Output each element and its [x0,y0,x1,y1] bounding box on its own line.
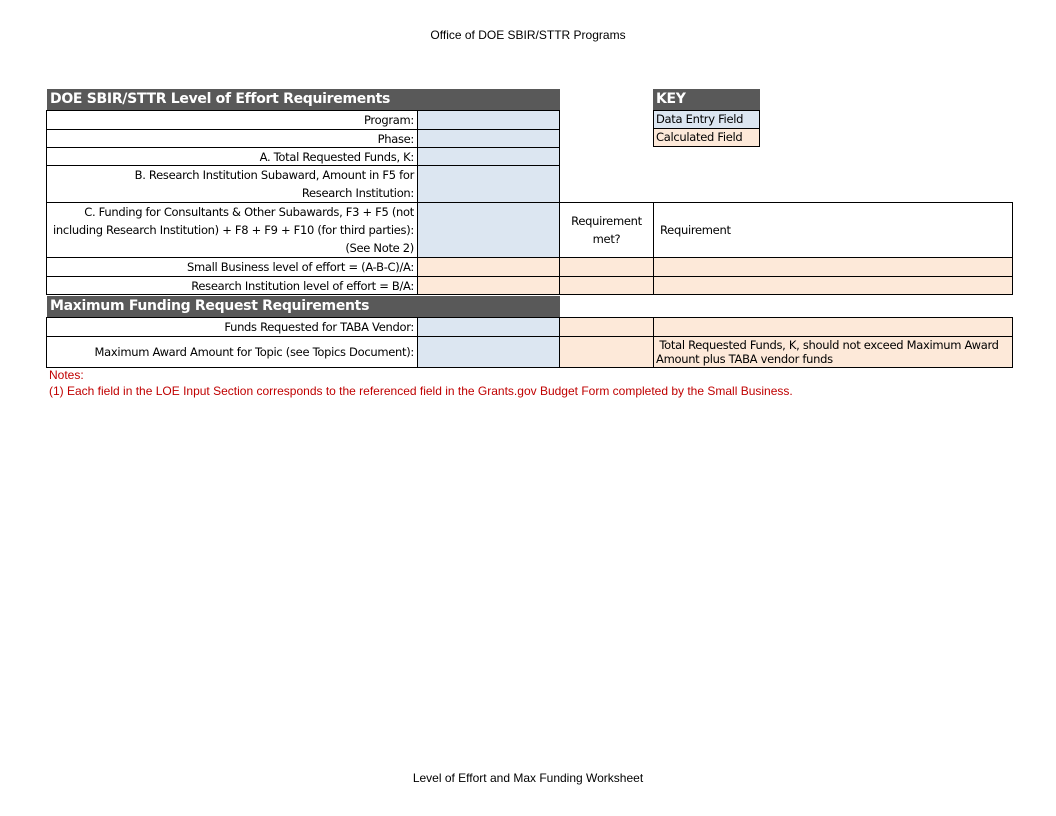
page-footer: Level of Effort and Max Funding Worksheet [412,771,644,785]
program-input[interactable] [417,110,560,130]
note-1: (1) Each field in the LOE Input Section corresponds to the referenced field in the Grants.gov Budget Form completed by the Small Business. [49,384,793,398]
requirement-met-header: Requirement met? [559,202,654,258]
taba-requirement [653,317,1013,337]
notes-label: Notes: [49,368,84,382]
taba-label: Funds Requested for TABA Vendor: [46,317,418,337]
max-award-label: Maximum Award Amount for Topic (see Topics Document): [46,336,418,368]
max-award-input[interactable] [417,336,560,368]
small-business-loe-label: Small Business level of effort = (A-B-C)/A: [46,257,418,277]
key-data-entry: Data Entry Field [653,110,760,129]
consultants-input[interactable] [417,202,560,258]
small-business-loe-value [417,257,560,277]
research-subaward-label: B. Research Institution Subaward, Amount in F5 for Research Institution: [46,165,418,203]
requirement-header: Requirement [653,202,1013,258]
research-loe-requirement [653,276,1013,295]
max-award-met [559,336,654,368]
research-subaward-input[interactable] [417,165,560,203]
research-loe-label: Research Institution level of effort = B/A: [46,276,418,295]
page-header: Office of DOE SBIR/STTR Programs [430,28,626,42]
taba-met [559,317,654,337]
consultants-label: C. Funding for Consultants & Other Subawards, F3 + F5 (not including Research Institution) + F8 + F9 + F10 (for third parties): (See Note 2) [46,202,418,258]
key-calculated: Calculated Field [653,128,760,147]
research-loe-met [559,276,654,295]
research-loe-value [417,276,560,295]
loe-section-title: DOE SBIR/STTR Level of Effort Requirements [47,89,560,110]
total-funds-input[interactable] [417,147,560,166]
total-funds-label: A. Total Requested Funds, K: [46,147,418,166]
max-funding-section-title: Maximum Funding Request Requirements [47,296,560,317]
small-business-loe-requirement [653,257,1013,277]
phase-label: Phase: [46,129,418,148]
small-business-loe-met [559,257,654,277]
phase-input[interactable] [417,129,560,148]
max-award-requirement: Total Requested Funds, K, should not exceed Maximum Award Amount plus TABA vendor funds [653,336,1013,368]
taba-input[interactable] [417,317,560,337]
program-label: Program: [46,110,418,130]
key-title: KEY [653,89,760,110]
